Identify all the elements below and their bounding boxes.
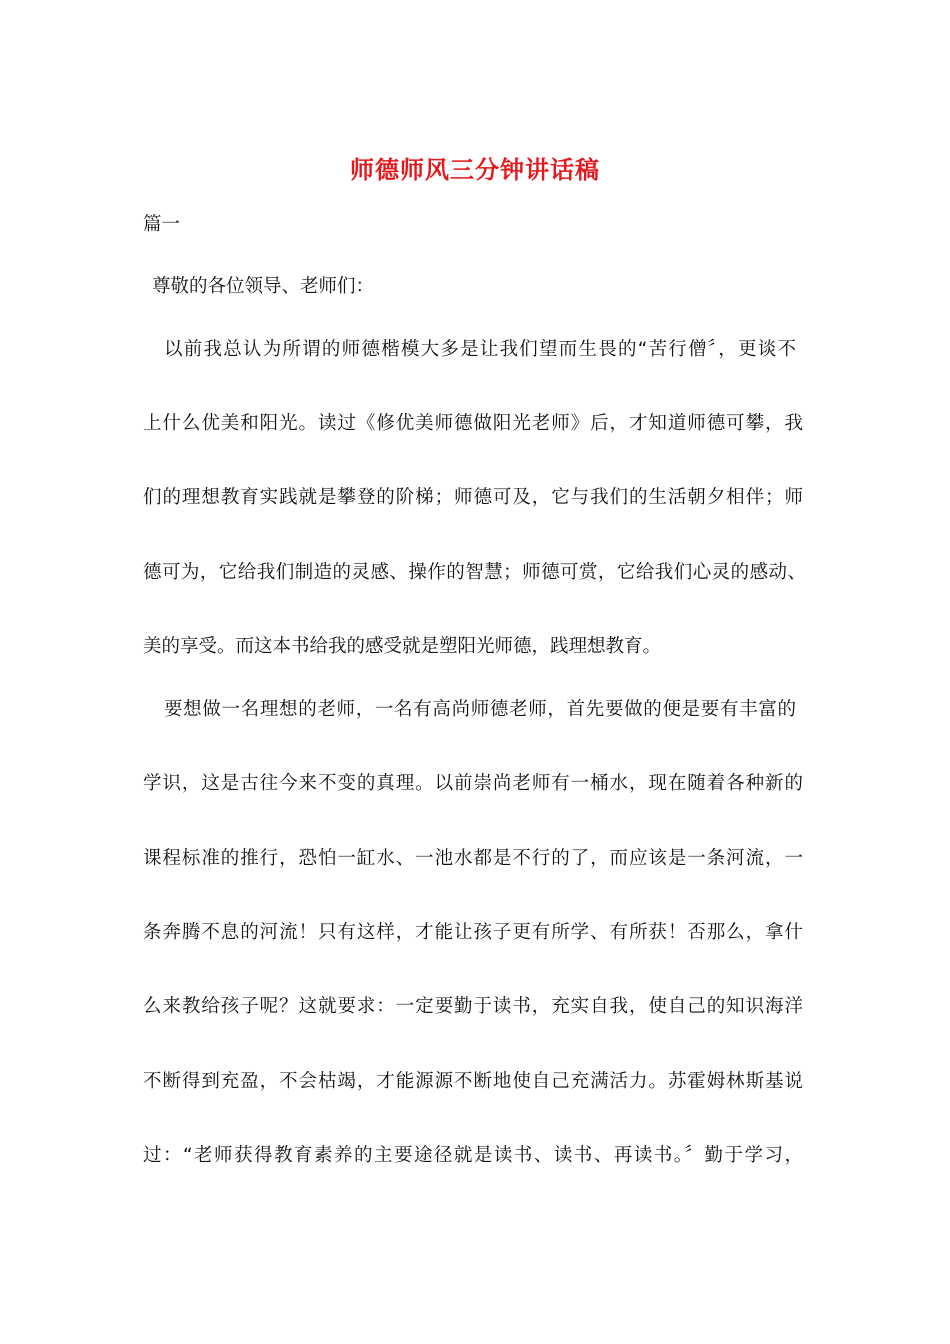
paragraph-line: 么来教给孩子呢？这就要求：一定要勤于读书，充实自我，使自己的知识海洋 <box>143 996 803 1017</box>
greeting-line: 尊敬的各位领导、老师们： <box>152 276 375 297</box>
paragraph-line: 要想做一名理想的老师，一名有高尚师德老师，首先要做的便是要有丰富的 <box>164 699 796 720</box>
paragraph-line: 不断得到充盈，不会枯竭，才能源源不断地使自己充满活力。苏霍姆林斯基说 <box>143 1071 803 1092</box>
paragraph-line: 德可为，它给我们制造的灵感、操作的智慧；师德可赏，它给我们心灵的感动、 <box>143 562 806 583</box>
paragraph-line: 条奔腾不息的河流！只有这样，才能让孩子更有所学、有所获！否那么，拿什 <box>143 922 803 943</box>
paragraph-line: 们的理想教育实践就是攀登的阶梯；师德可及，它与我们的生活朝夕相伴；师 <box>143 487 803 508</box>
paragraph-line: 过：“老师获得教育素养的主要途径就是读书、读书、再读书。〞勤于学习， <box>143 1145 803 1166</box>
paragraph-line: 课程标准的推行，恐怕一缸水、一池水都是不行的了，而应该是一条河流，一 <box>143 848 803 869</box>
paragraph-line: 上什么优美和阳光。读过《修优美师德做阳光老师》后，才知道师德可攀，我 <box>143 413 803 434</box>
paragraph-line: 美的享受。而这本书给我的感受就是塑阳光师德，践理想教育。 <box>143 636 662 657</box>
document-title: 师德师风三分钟讲话稿 <box>350 156 600 184</box>
paragraph-line: 学识，这是古往今来不变的真理。以前崇尚老师有一桶水，现在随着各种新的 <box>143 773 803 794</box>
paragraph-line: 以前我总认为所谓的师德楷模大多是让我们望而生畏的“苦行僧〞，更谈不 <box>164 339 796 360</box>
section-heading: 篇一 <box>143 214 181 235</box>
